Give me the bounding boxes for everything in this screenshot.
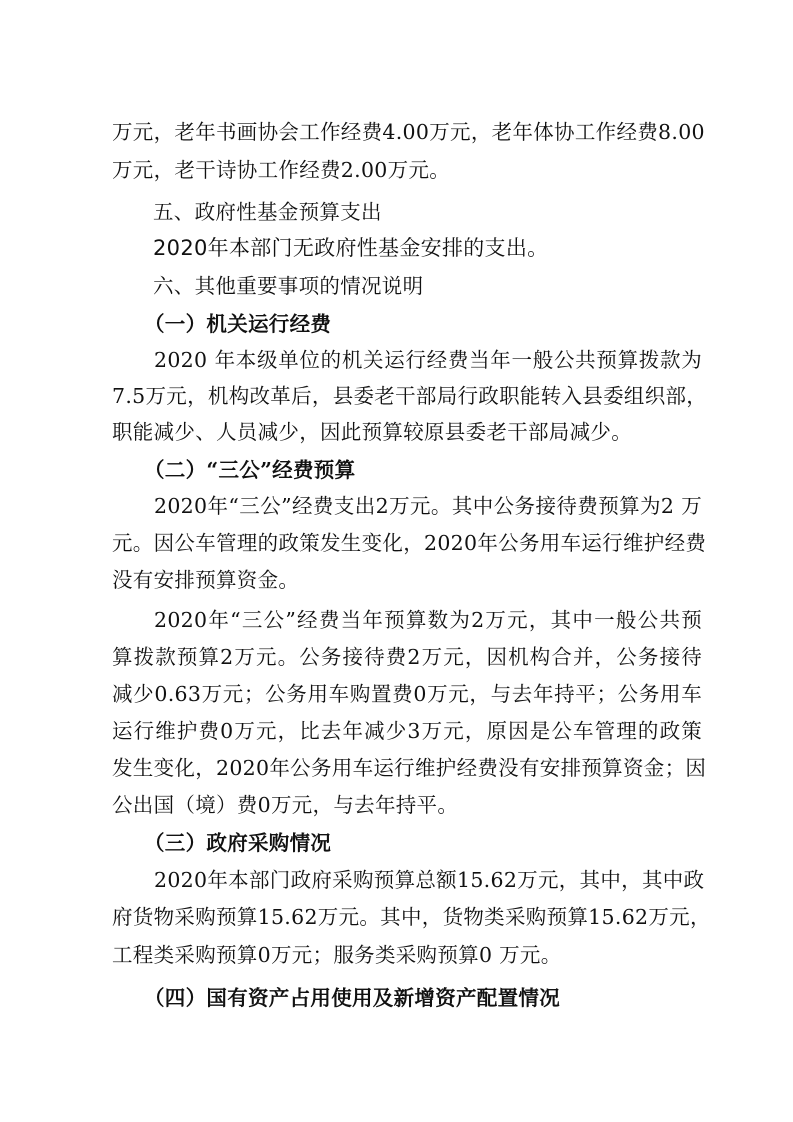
- three-public-budget-line-4: 运行维护费0万元，比去年减少3万元，原因是公车管理的政策: [112, 719, 702, 743]
- body-text-line-2: 万元，老干诗协工作经费2.00万元。: [112, 158, 451, 182]
- body-text-line-1: 万元，老年书画协会工作经费4.00万元，老年体协工作经费8.00: [112, 120, 705, 144]
- subheading-operating-expenses: （一）机关运行经费: [144, 312, 332, 336]
- subheading-three-public-expenses: （二）“三公”经费预算: [144, 458, 356, 482]
- subheading-government-procurement: （三）政府采购情况: [144, 831, 332, 855]
- subheading-state-assets: （四）国有资产占用使用及新增资产配置情况: [144, 986, 560, 1010]
- section-heading-government-fund: 五、政府性基金预算支出: [153, 200, 382, 224]
- operating-expenses-line-2: 7.5万元，机构改革后，县委老干部局行政职能转入县委组织部，: [112, 384, 708, 408]
- three-public-budget-line-3: 减少0.63万元；公务用车购置费0万元，与去年持平；公务用车: [112, 682, 702, 706]
- three-public-line-2: 元。因公车管理的政策发生变化，2020年公务用车运行维护经费: [112, 531, 707, 555]
- three-public-budget-line-6: 公出国（境）费0万元，与去年持平。: [112, 793, 459, 817]
- three-public-budget-line-5: 发生变化，2020年公务用车运行维护经费没有安排预算资金；因: [112, 756, 707, 780]
- procurement-line-2: 府货物采购预算15.62万元。其中，货物类采购预算15.62万元，: [112, 905, 711, 929]
- procurement-line-3: 工程类采购预算0万元；服务类采购预算0 万元。: [112, 943, 562, 967]
- three-public-line-1: 2020年“三公”经费支出2万元。其中公务接待费预算为2 万: [154, 494, 702, 518]
- three-public-budget-line-2: 算拨款预算2万元。公务接待费2万元，因机构合并，公务接待: [112, 645, 702, 669]
- government-fund-statement: 2020年本部门无政府性基金安排的支出。: [153, 236, 549, 260]
- section-heading-other-matters: 六、其他重要事项的情况说明: [153, 274, 424, 298]
- procurement-line-1: 2020年本部门政府采购预算总额15.62万元，其中，其中政: [154, 868, 705, 892]
- operating-expenses-line-1: 2020 年本级单位的机关运行经费当年一般公共预算拨款为: [154, 348, 702, 372]
- operating-expenses-line-3: 职能减少、人员减少，因此预算较原县委老干部局减少。: [112, 420, 632, 444]
- three-public-line-3: 没有安排预算资金。: [112, 568, 300, 592]
- three-public-budget-line-1: 2020年“三公”经费当年预算数为2万元，其中一般公共预: [154, 608, 702, 632]
